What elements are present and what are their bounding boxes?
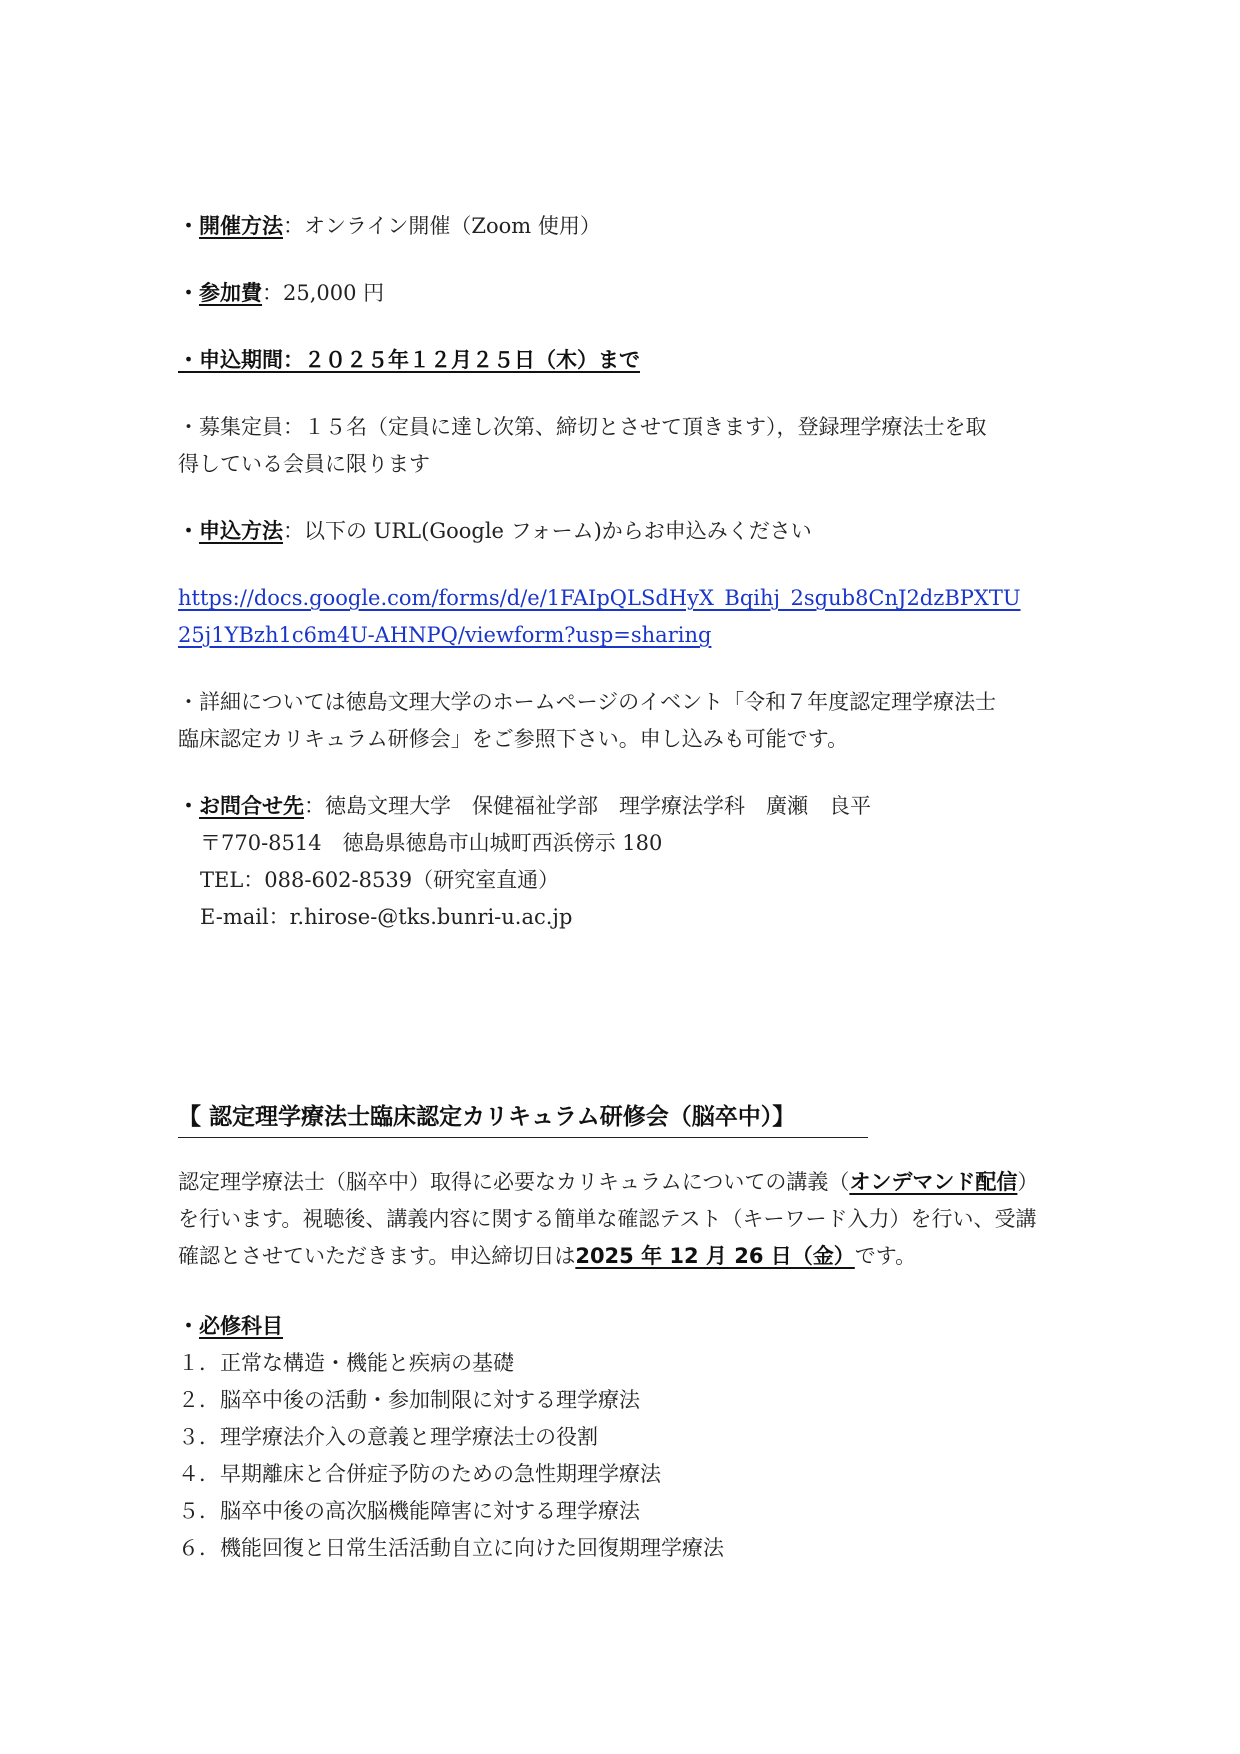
intro-text: ） — [1017, 1170, 1039, 1194]
details-line-2: 臨床認定カリキュラム研修会」をご参照下さい。申し込みも可能です。 — [178, 727, 849, 751]
bullet: ・ — [178, 519, 199, 543]
separator: ： — [262, 281, 283, 305]
intro-text: です。 — [854, 1244, 917, 1268]
period-line — [178, 342, 640, 379]
intro-text: 認定理学療法士（脳卒中）取得に必要なカリキュラムについての講義（ — [178, 1170, 850, 1194]
bullet: ・ — [178, 1314, 199, 1338]
separator: ： — [304, 794, 325, 818]
intro-line-3 — [178, 1238, 916, 1275]
form-url-line-2[interactable] — [178, 617, 711, 654]
intro-text: 確認とさせていただきます。申込締切日は — [178, 1244, 576, 1268]
apply-value: 以下の URL(Google フォーム)からお申込みください — [304, 519, 812, 543]
deadline-date: 2025 年 12 月 26 日（金） — [575, 1244, 855, 1268]
required-heading — [178, 1308, 283, 1345]
fee-value: 25,000 円 — [283, 281, 385, 305]
contact-address: 〒770-8514 徳島県徳島市山城町西浜傍示 180 — [200, 831, 663, 855]
capacity-line-2: 得している会員に限ります — [178, 452, 430, 476]
method-value: オンライン開催（Zoom 使用） — [304, 214, 601, 238]
capacity-line-1: ・募集定員：１５名（定員に達し次第、締切とさせて頂きます），登録理学療法士を取 — [178, 415, 987, 439]
form-url-line-1[interactable] — [178, 580, 1021, 617]
required-label: 必修科目 — [199, 1314, 283, 1338]
separator: ： — [283, 519, 304, 543]
contact-value: 徳島文理大学 保健福祉学部 理学療法学科 廣瀬 良平 — [325, 794, 871, 818]
form-url-link[interactable]: https://docs.google.com/forms/d/e/1FAIpQLSdHyX_Bqihj_2sgub8CnJ2dzBPXTU — [178, 586, 1021, 610]
section-title: 【 認定理学療法士臨床認定カリキュラム研修会（脳卒中）】 — [178, 1097, 868, 1138]
details-line-1: ・詳細については徳島文理大学のホームページのイベント「令和７年度認定理学療法士 — [178, 690, 997, 714]
application-period: ・申込期間：２０２５年１２月２５日（木）まで — [178, 348, 640, 372]
intro-line-2: を行います。視聴後、講義内容に関する簡単な確認テスト（キーワード入力）を行い、受講 — [178, 1207, 1037, 1231]
bullet: ・ — [178, 794, 199, 818]
method-label: 開催方法 — [199, 214, 283, 238]
list-item: ５．脳卒中後の高次脳機能障害に対する理学療法 — [178, 1499, 640, 1523]
separator: ： — [283, 214, 304, 238]
contact-line — [178, 788, 871, 825]
apply-line — [178, 513, 812, 550]
fee-line — [178, 275, 384, 312]
bullet: ・ — [178, 281, 199, 305]
list-item: ４．早期離床と合併症予防のための急性期理学療法 — [178, 1462, 661, 1486]
contact-label: お問合せ先 — [199, 794, 304, 818]
list-item: ３．理学療法介入の意義と理学療法士の役割 — [178, 1425, 598, 1449]
intro-line-1 — [178, 1164, 1038, 1201]
contact-email: E-mail：r.hirose-@tks.bunri-u.ac.jp — [200, 905, 573, 929]
apply-label: 申込方法 — [199, 519, 283, 543]
bullet: ・ — [178, 214, 199, 238]
list-item: １．正常な構造・機能と疾病の基礎 — [178, 1351, 514, 1375]
list-item: ２．脳卒中後の活動・参加制限に対する理学療法 — [178, 1388, 640, 1412]
form-url-link[interactable]: 25j1YBzh1c6m4U-AHNPQ/viewform?usp=sharing — [178, 623, 712, 647]
contact-tel: TEL：088-602-8539（研究室直通） — [200, 868, 560, 892]
method-line — [178, 208, 601, 245]
on-demand-label: オンデマンド配信 — [849, 1170, 1018, 1194]
fee-label: 参加費 — [199, 281, 262, 305]
list-item: ６．機能回復と日常生活活動自立に向けた回復期理学療法 — [178, 1536, 724, 1560]
